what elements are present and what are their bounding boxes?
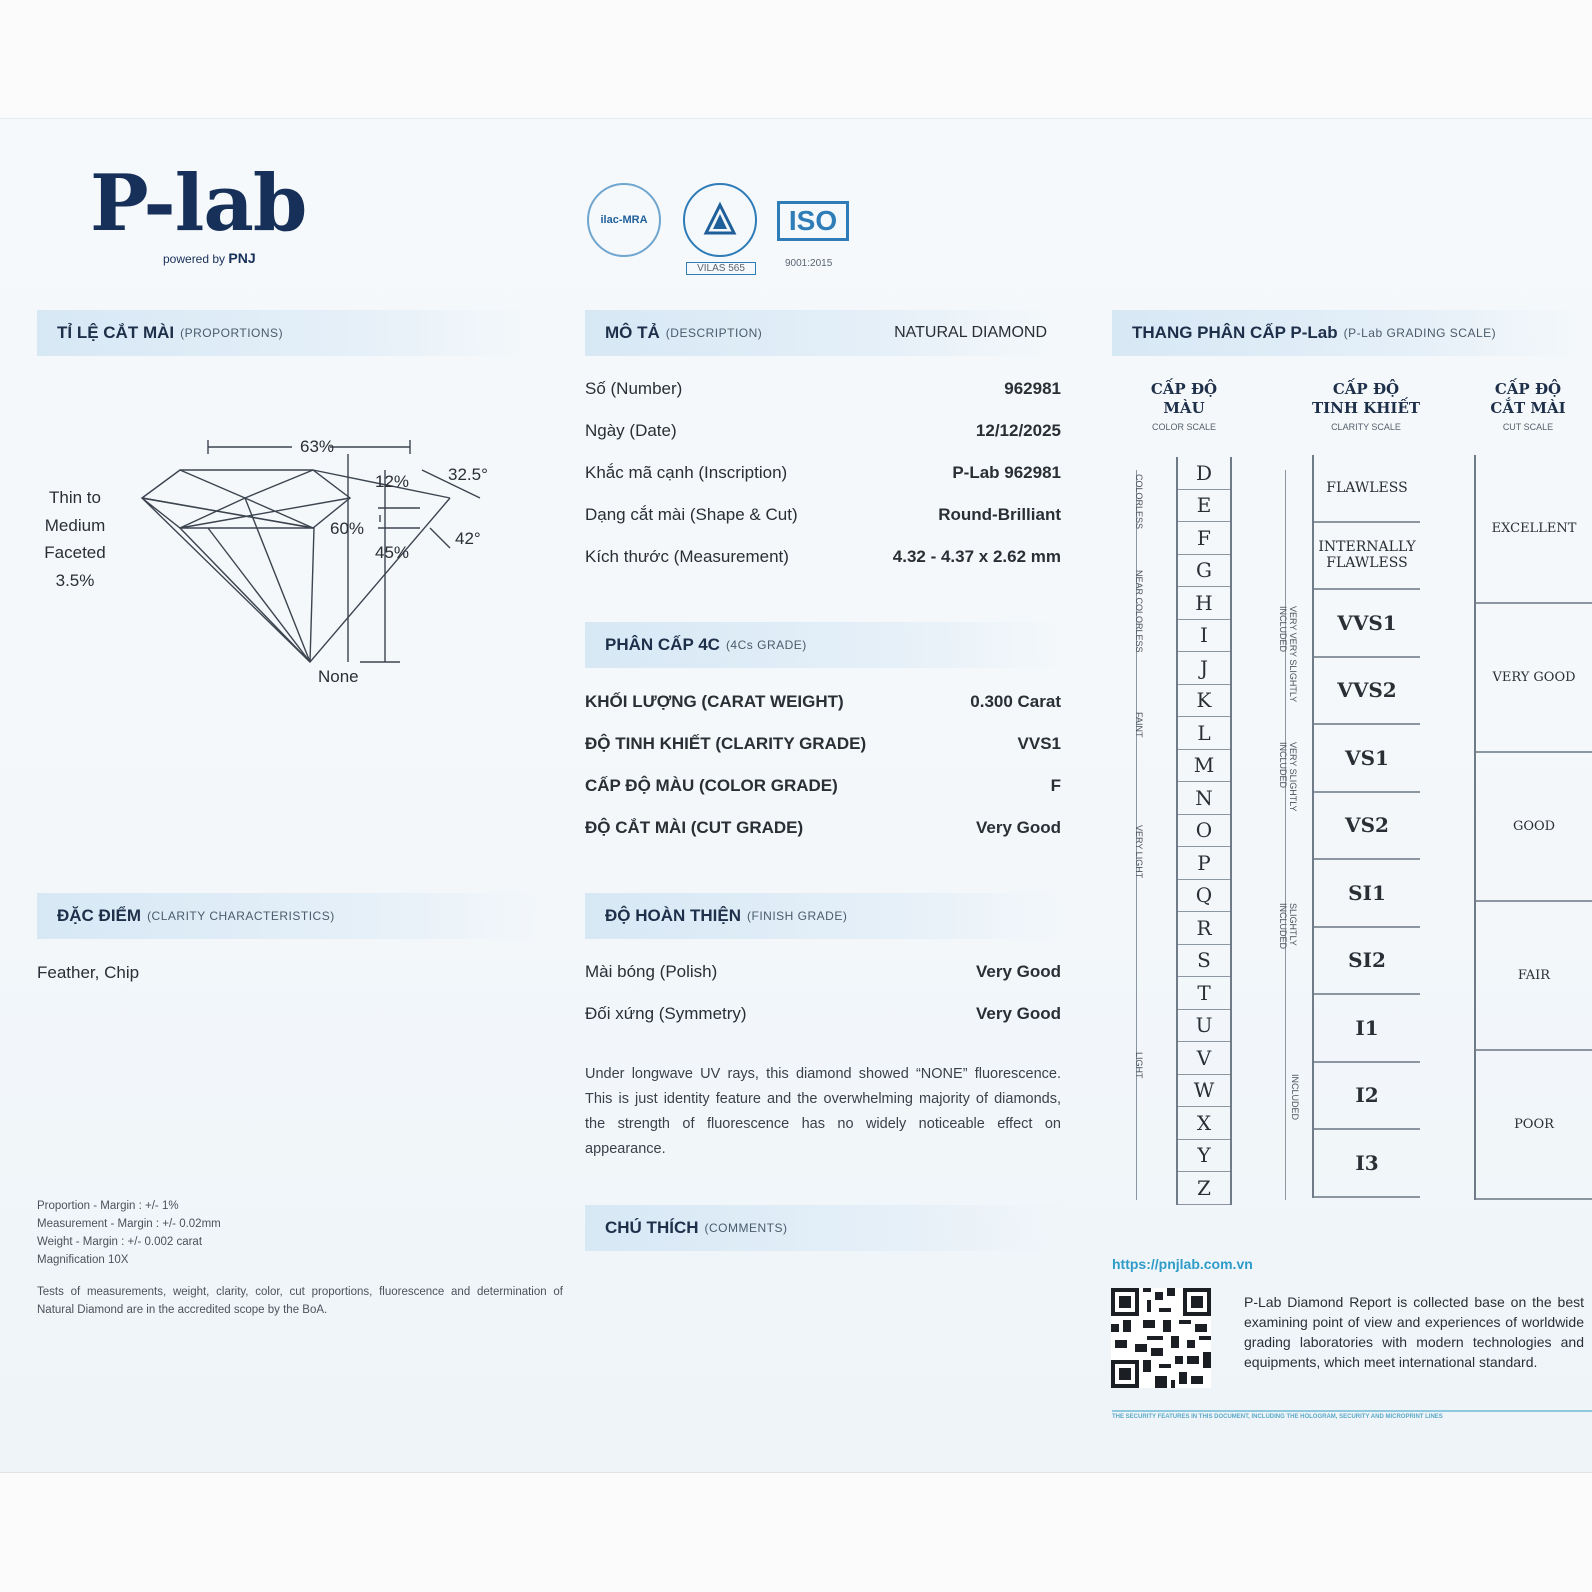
row-label: Mài bóng (Polish) [585, 962, 718, 981]
diamond-type: NATURAL DIAMOND [894, 324, 1047, 341]
clarity-grade-cell: VS1 [1314, 725, 1420, 793]
cut-title-sub: CUT SCALE [1502, 422, 1554, 432]
group-label: VERY VERY SLIGHTLY INCLUDED [1278, 606, 1298, 703]
clarity-grade-cell: SI2 [1314, 928, 1420, 996]
girdle-line-3: Faceted [44, 543, 106, 562]
cut-title-2: CẮT MÀI [1490, 399, 1566, 417]
cut-grade-cell: GOOD [1476, 753, 1592, 902]
table-pct: 63% [300, 437, 335, 456]
row-label: Đối xứng (Symmetry) [585, 1004, 747, 1023]
row-value: VVS1 [1017, 734, 1061, 753]
row-value: 0.300 Carat [970, 692, 1061, 711]
color-grade-cell: P [1178, 847, 1230, 880]
group-label: INCLUDED [1290, 1074, 1300, 1121]
color-grade-cell: F [1178, 522, 1230, 555]
row-label: Khắc mã cạnh (Inscription) [585, 463, 788, 482]
pavilion-outline [142, 498, 450, 662]
clarity-grade-cell: VVS1 [1314, 590, 1420, 658]
finish-title: ĐỘ HOÀN THIỆN [605, 906, 741, 925]
cut-grade-cell: FAIR [1476, 902, 1592, 1051]
girdle-label [30, 484, 120, 594]
cut-scale [1474, 455, 1592, 1200]
color-grade-cell: V [1178, 1042, 1230, 1075]
pavilion-depth-pct: 45% [375, 543, 410, 562]
clarity-grade-cell: VS2 [1314, 793, 1420, 861]
row-label: CẤP ĐỘ MÀU (COLOR GRADE) [585, 776, 838, 795]
crown-height-pct: 12% [375, 472, 410, 491]
clarity-grade-cell: SI1 [1314, 860, 1420, 928]
girdle-line-1: Thin to [49, 488, 101, 507]
grade4c-title: PHÂN CẤP 4C [605, 635, 720, 654]
clarity-chars-subtitle: (CLARITY CHARACTERISTICS) [147, 909, 335, 923]
girdle-line-2: Medium [44, 515, 106, 535]
row-value: Round-Brilliant [938, 505, 1061, 524]
color-grade-cell: S [1178, 945, 1230, 978]
info-row [585, 776, 1061, 796]
girdle-line-4: 3.5% [55, 570, 95, 590]
comments-subtitle: (COMMENTS) [704, 1221, 788, 1235]
color-grade-cell: H [1178, 587, 1230, 620]
color-grade-cell: R [1178, 912, 1230, 945]
color-title-sub: COLOR SCALE [1151, 422, 1217, 432]
row-value: 4.32 - 4.37 x 2.62 mm [892, 547, 1061, 566]
row-value: 962981 [1004, 379, 1061, 398]
color-grade-cell: Y [1178, 1140, 1230, 1173]
group-label: VERY LIGHT [1134, 825, 1144, 879]
color-scale-title [1134, 380, 1234, 437]
triangle-icon [700, 200, 740, 240]
margin-line: Weight - Margin : +/- 0.002 carat [37, 1236, 203, 1248]
group-label: VERY SLIGHTLY INCLUDED [1278, 742, 1298, 812]
color-grade-cell: M [1178, 750, 1230, 783]
color-grade-cell: X [1178, 1107, 1230, 1140]
row-label: KHỐI LƯỢNG (CARAT WEIGHT) [585, 692, 844, 711]
color-title-2: MÀU [1163, 399, 1205, 417]
finish-subtitle: (FINISH GRADE) [747, 909, 848, 923]
row-label: Dạng cắt mài (Shape & Cut) [585, 505, 798, 524]
clarity-scale [1312, 455, 1420, 1198]
culet-label: None [318, 667, 359, 686]
margin-notes [37, 1197, 221, 1269]
fluorescence-note: Under longwave UV rays, this diamond showed “NONE” fluorescence. This is just identity feature and the overwhelming majority of diamonds, the strength of fluorescence has no widely noticeable effect on appearance. [585, 1066, 1061, 1157]
grade4c-subtitle: (4Cs GRADE) [725, 638, 807, 652]
row-value: Very Good [975, 1004, 1061, 1023]
info-row [585, 463, 1061, 483]
clarity-scale-title [1306, 380, 1426, 437]
color-scale [1176, 457, 1232, 1205]
security-microprint: THE SECURITY FEATURES IN THIS DOCUMENT, INCLUDING THE HOLOGRAM, SECURITY AND MICROPRINT LINES [1112, 1410, 1592, 1420]
ilac-label: ilac-MRA [600, 214, 648, 226]
group-label: NEAR COLORLESS [1134, 570, 1144, 653]
margin-line: Magnification 10X [37, 1254, 129, 1266]
row-label: ĐỘ CẮT MÀI (CUT GRADE) [585, 818, 804, 837]
info-row [585, 692, 1061, 712]
grading-scale-header [1112, 310, 1592, 356]
boa-seal-icon [683, 183, 757, 257]
grade4c-header [585, 622, 1063, 668]
row-value: F [1050, 776, 1061, 795]
plab-logo: P-lab [90, 158, 307, 249]
info-row [585, 505, 1061, 525]
proportions-subtitle: (PROPORTIONS) [180, 326, 284, 340]
color-grade-cell: L [1178, 717, 1230, 750]
color-grade-cell: Q [1178, 880, 1230, 913]
total-depth-pct: 60% [330, 519, 365, 538]
row-label: Ngày (Date) [585, 421, 677, 440]
clarity-grade-cell: VVS2 [1314, 658, 1420, 726]
info-row [585, 1004, 1061, 1024]
info-row [585, 379, 1061, 399]
accreditation-scope: Tests of measurements, weight, clarity, color, cut proportions, fluorescence and determination of Natural Diamond are in the accredited scope by the BoA. [37, 1286, 563, 1316]
row-value: Very Good [975, 962, 1061, 981]
pavilion-angle: 42° [455, 529, 481, 548]
qr-code-icon[interactable] [1111, 1288, 1211, 1388]
color-grade-cell: O [1178, 815, 1230, 848]
color-grade-cell: N [1178, 782, 1230, 815]
description-subtitle: (DESCRIPTION) [665, 326, 763, 340]
cut-grade-cell: POOR [1476, 1051, 1592, 1200]
info-row [585, 547, 1061, 567]
clarity-grade-cell: I3 [1314, 1130, 1420, 1198]
powered-by [163, 250, 256, 266]
clarity-grade-cell: I1 [1314, 995, 1420, 1063]
color-grade-cell: Z [1178, 1172, 1230, 1205]
description-header [585, 310, 1063, 356]
website-link[interactable]: https://pnjlab.com.vn [1112, 1256, 1253, 1272]
proportions-title: TỈ LỆ CẮT MÀI [57, 323, 175, 342]
cut-grade-cell: VERY GOOD [1476, 604, 1592, 753]
iso-caption: 9001:2015 [785, 258, 833, 269]
clarity-chars-header [37, 893, 542, 939]
report-statement: P-Lab Diamond Report is collected base on the best examining point of view and experiences of worldwide grading laboratories with modern technologies and equipments, which meet international standard. [1244, 1294, 1584, 1370]
info-row [585, 818, 1061, 838]
color-grade-cell: G [1178, 555, 1230, 588]
color-grade-cell: K [1178, 685, 1230, 718]
info-row [585, 962, 1061, 982]
finish-header [585, 893, 1063, 939]
row-label: Số (Number) [585, 379, 683, 398]
row-label: Kích thước (Measurement) [585, 547, 789, 566]
color-title-1: CẤP ĐỘ [1150, 380, 1218, 398]
ilac-mra-seal [587, 183, 661, 257]
grading-scale-subtitle: (P-Lab GRADING SCALE) [1343, 326, 1497, 340]
row-value: 12/12/2025 [975, 421, 1061, 440]
group-label: FAINT [1134, 712, 1144, 738]
clarity-grade-cell: I2 [1314, 1063, 1420, 1131]
clarity-grade-cell: FLAWLESS [1314, 455, 1420, 523]
row-value: P-Lab 962981 [952, 463, 1061, 482]
crown-angle: 32.5° [448, 465, 488, 484]
color-grade-cell: I [1178, 620, 1230, 653]
clarity-chars-value: Feather, Chip [37, 963, 140, 982]
color-grade-cell: U [1178, 1010, 1230, 1043]
group-label: LIGHT [1134, 1052, 1144, 1079]
clarity-grade-cell: INTERNALLY FLAWLESS [1314, 523, 1420, 591]
cut-title-1: CẤP ĐỘ [1494, 380, 1562, 398]
color-grade-cell: D [1178, 457, 1230, 490]
grading-scale-title: THANG PHÂN CẤP P-Lab [1132, 323, 1338, 342]
info-row [585, 734, 1061, 754]
color-grade-cell: W [1178, 1075, 1230, 1108]
group-label: SLIGHTLY INCLUDED [1278, 903, 1298, 950]
clarity-title-1: CẤP ĐỘ [1332, 380, 1400, 398]
cut-grade-cell: EXCELLENT [1476, 455, 1592, 604]
cut-scale-title [1474, 380, 1582, 437]
margin-line: Measurement - Margin : +/- 0.02mm [37, 1218, 221, 1230]
color-grade-cell: J [1178, 652, 1230, 685]
proportions-header [37, 310, 542, 356]
pnj-brand: PNJ [228, 250, 256, 266]
vilas-caption: VILAS 565 [686, 262, 756, 275]
margin-line: Proportion - Margin : +/- 1% [37, 1200, 179, 1212]
clarity-title-sub: CLARITY SCALE [1331, 422, 1401, 432]
row-value: Very Good [975, 818, 1061, 837]
clarity-title-2: TINH KHIẾT [1311, 399, 1421, 417]
group-label: COLORLESS [1134, 474, 1144, 530]
row-label: ĐỘ TINH KHIẾT (CLARITY GRADE) [585, 734, 867, 753]
powered-by-text: powered by [163, 252, 226, 266]
iso-logo: ISO [777, 201, 849, 241]
comments-header [585, 1205, 1063, 1251]
clarity-chars-title: ĐẶC ĐIỂM [57, 906, 142, 925]
info-row [585, 421, 1061, 441]
color-grade-cell: E [1178, 490, 1230, 523]
color-grade-cell: T [1178, 977, 1230, 1010]
comments-title: CHÚ THÍCH [605, 1218, 699, 1237]
description-title: MÔ TẢ [605, 323, 660, 342]
